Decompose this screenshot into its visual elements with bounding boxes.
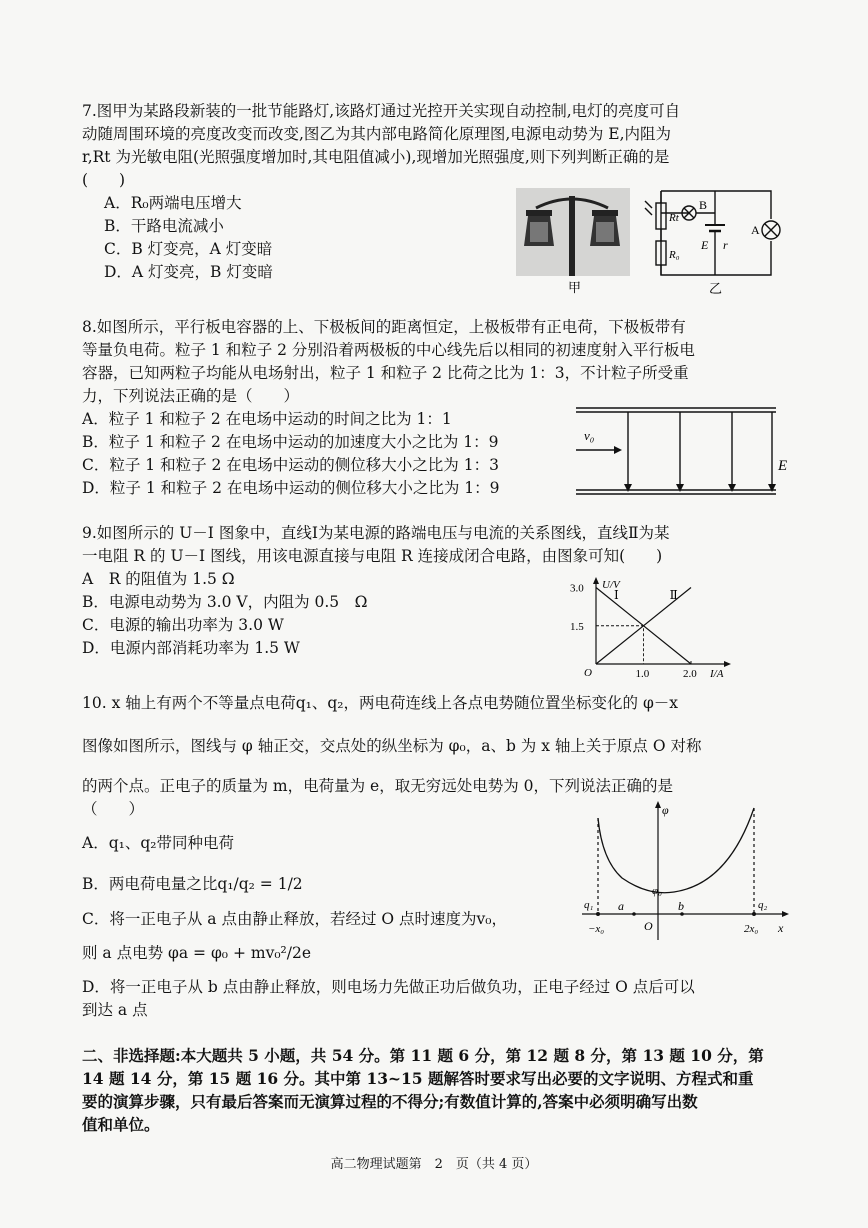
q7-option-c: C．B 灯变亮，A 灯变暗 [104, 240, 273, 258]
street-lamp-photo [516, 188, 630, 296]
phi-axis-label: φ [662, 803, 669, 817]
point-b-label: b [678, 899, 684, 913]
q9-line: 一电阻 R 的 U－I 图线，用该电源直接与电阻 R 连接成闭合电路，由图象可知( ) [82, 547, 663, 565]
q10-option-c-text: C．将一正电子从 a 点由静止释放，若经过 O 点时速度为v₀， [82, 910, 507, 928]
q7-option-d: D．A 灯变亮，B 灯变暗 [104, 263, 273, 281]
series-label-1: Ⅰ [614, 587, 619, 602]
q9-line: 9.如图所示的 U－I 图象中，直线Ⅰ为某电源的路端电压与电流的关系图线，直线Ⅱ为某 [82, 524, 670, 542]
two-x0-label: 2x₀ [744, 923, 759, 935]
q9-option-d: D．电源内部消耗功率为 1.5 W [82, 639, 300, 657]
x-axis-label: x [778, 921, 784, 935]
q10-line: 图像如图所示，图线与 φ 轴正交，交点处的纵坐标为 φ₀，a、b 为 x 轴上关于原点 O 对称 [82, 737, 702, 755]
phi-x-graph [578, 800, 790, 946]
q2-label: q₂ [758, 899, 768, 911]
q7-line: 7.图甲为某路段新装的一批节能路灯,该路灯通过光控开关实现自动控制,电灯的亮度可自 [82, 102, 681, 120]
circuit-label-rt: Rt [669, 212, 679, 224]
q10-line: 10. x 轴上有两个不等量点电荷q₁、q₂，两电荷连线上各点电势随位置坐标变化的 φ－x [82, 694, 679, 712]
q8-line: 等量负电荷。粒子 1 和粒子 2 分别沿着两极板的中心线先后以相同的初速度射入平行板电 [82, 341, 695, 359]
q9-option-b: B．电源电动势为 3.0 V，内阻为 0.5 Ω [82, 593, 368, 611]
q7-line: 动随周围环境的亮度改变而改变,图乙为其内部电路简化原理图,电源电动势为 E,内阻为 [82, 125, 672, 143]
q10-option-d-text2: 到达 a 点 [82, 1001, 148, 1019]
section-2-instructions [82, 1044, 794, 1136]
circuit-label-r: r [723, 238, 728, 252]
q7-option-b: B．干路电流减小 [104, 217, 224, 235]
fig-yi-label: 乙 [709, 281, 723, 296]
y-tick-label: 3.0 [570, 582, 584, 595]
q8-line: 力，下列说法正确的是（ ） [82, 387, 300, 405]
q7-line: ( ) [82, 171, 126, 189]
q10-option-b-text: B．两电荷电量之比q₁/q₂ = 1/2 [82, 875, 303, 893]
q9-option-c: C．电源的输出功率为 3.0 W [82, 616, 284, 634]
section-2-line: 14 题 14 分，第 15 题 16 分。其中第 13~15 题解答时要求写出必要的文字说明、方程式和重 [82, 1069, 754, 1088]
axis-label-u: U/V [602, 579, 620, 591]
circuit-diagram [643, 183, 793, 296]
q7-option-a: A．R₀两端电压增大 [104, 194, 242, 212]
phi0-label: φ₀ [652, 885, 662, 897]
q10-option-d-text: D．将一正电子从 b 点由静止释放，则电场力先做正功后做负功，正电子经过 O 点后可以 [82, 978, 695, 996]
q1-label: q₁ [584, 899, 594, 911]
point-a-label: a [618, 899, 624, 913]
q9-option-a: A R 的阻值为 1.5 Ω [82, 570, 235, 588]
capacitor-diagram [570, 402, 792, 502]
q10-line: （ ） [82, 800, 145, 818]
page-footer: 高二物理试题第 2 页（共 4 页） [330, 1157, 538, 1172]
fig-jia-label: 甲 [568, 280, 582, 295]
circuit-label-a: A [751, 223, 760, 237]
circuit-label-e: E [701, 238, 709, 252]
q8-option-a: A．粒子 1 和粒子 2 在电场中运动的时间之比为 1：1 [82, 410, 452, 428]
q8-option-d: D．粒子 1 和粒子 2 在电场中运动的侧位移大小之比为 1：9 [82, 479, 500, 497]
x-tick-label: 1.0 [635, 668, 650, 680]
q8-option-b: B．粒子 1 和粒子 2 在电场中运动的加速度大小之比为 1：9 [82, 433, 499, 451]
section-2-line: 值和单位。 [82, 1115, 160, 1134]
circuit-label-r0: R₀ [669, 249, 680, 261]
question-10-line [82, 735, 794, 758]
q8-line: 8.如图所示，平行板电容器的上、下极板间的距离恒定，上极板带有正电荷，下极板带有 [82, 318, 686, 336]
q10-line: 的两个点。正电子的质量为 m，电荷量为 e，取无穷远处电势为 0，下列说法正确的是 [82, 777, 674, 795]
x-tick-label: 2.0 [683, 668, 697, 680]
q8-line: 容器，已知两粒子均能从电场射出，粒子 1 和粒子 2 比荷之比为 1：3，不计粒子所受重 [82, 364, 689, 382]
neg-x0-label: −x₀ [588, 923, 605, 935]
q10-option-a-text: A．q₁、q₂带同种电荷 [82, 834, 234, 852]
origin-o-label: O [644, 919, 653, 933]
origin-label: O [584, 667, 592, 679]
series-label-2: Ⅱ [669, 587, 678, 602]
y-tick-label: 1.5 [570, 620, 584, 633]
q10-option-d [82, 976, 794, 1022]
q10-option-c-text2: 则 a 点电势 φa = φ₀ + mv₀²/2e [82, 944, 312, 962]
circuit-label-b: B [699, 198, 708, 212]
question-10 [82, 692, 794, 715]
ui-graph [544, 576, 744, 682]
section-2-line: 要的演算步骤，只有最后答案而无演算过程的不得分;有数值计算的,答案中必须明确写出数 [82, 1092, 698, 1111]
capacitor-label-v0: v₀ [584, 428, 595, 443]
q8-option-c: C．粒子 1 和粒子 2 在电场中运动的侧位移大小之比为 1：3 [82, 456, 499, 474]
q7-line: r,Rt 为光敏电阻(光照强度增加时,其电阻值减小),现增加光照强度,则下列判断正确的是 [82, 148, 670, 166]
capacitor-label-e: E [778, 458, 788, 474]
axis-label-i: I/A [710, 668, 724, 680]
section-2-line: 二、非选择题:本大题共 5 小题，共 54 分。第 11 题 6 分，第 12 题 8 分，第 13 题 10 分，第 [82, 1046, 764, 1065]
